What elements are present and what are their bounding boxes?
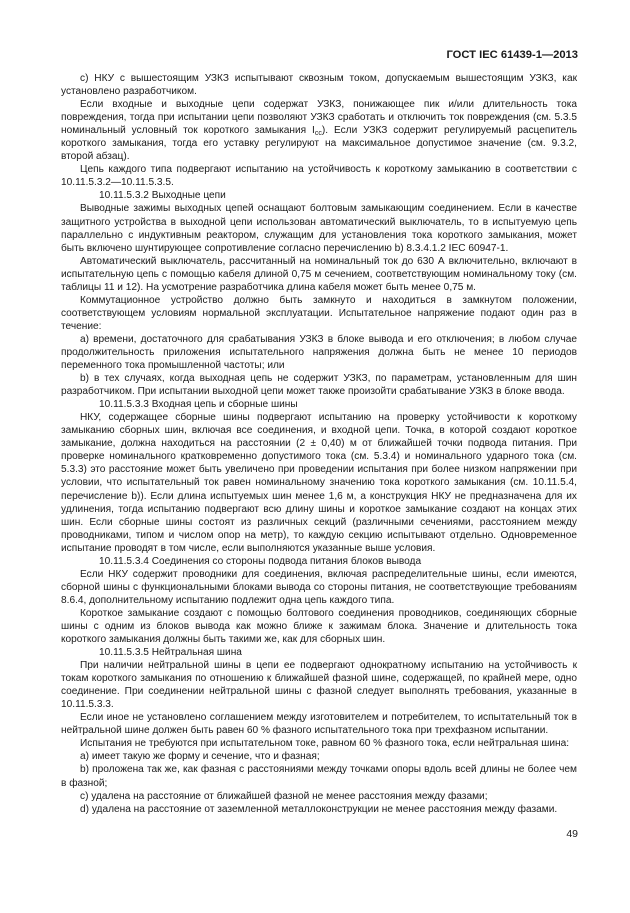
page-number: 49 xyxy=(566,828,578,840)
section-heading-incoming-busbars: 10.11.5.3.3 Входная цепь и сборные шины xyxy=(99,399,298,411)
paragraph-circuit-breaker-630a: Автоматический выключатель, рассчитанный на номинальный ток до 630 А включительно, включают в испытательную цепь с помощью кабеля длиной 0,75 м сечением, соответствующим номинальному току (см. таблицы 11 и 12). На усмотрение разработчика длина кабеля может быть менее 0,75 м. xyxy=(61,255,577,293)
list-item-b: b) в тех случаях, когда выходная цепь не содержит УЗКЗ, по параметрам, установленным для шин разработчиком. При испытании выходной цепи может также произойти срабатывание УЗКЗ в блоке ввода. xyxy=(61,373,577,398)
text-run: ). Если УЗКЗ содержит регулируемый расцепитель короткого замыкания, тогда его уставку регулируют на максимальное допустимое значение (см. 9.3.2, второй абзац). xyxy=(61,125,577,163)
list-item-b-laid: b) проложена так же, как фазная с расстояниями между точками опоры вдоль всей длины не более чем в фазной; xyxy=(61,764,577,789)
paragraph-switching-device: Коммутационное устройство должно быть замкнуто и находиться в замкнутом положении, соответствующем условиям нормальной эксплуатации. Испытательное напряжение подают один раз в течение: xyxy=(61,294,577,332)
section-heading-outgoing-circuits: 10.11.5.3.2 Выходные цепи xyxy=(99,190,226,202)
section-heading-neutral-bar: 10.11.5.3.5 Нейтральная шина xyxy=(99,647,242,659)
paragraph-busbar-test: НКУ, содержащее сборные шины подвергают испытанию на проверку устойчивости к короткому замыканию сборных шин, включая все соединения, и входной цепи. Точка, в которой создают короткое замыкание, должна находиться на расстоянии (2 ± 0,40) м от ближайшей точки подвода питания. При проверке номинального кратковременно допустимого тока (см. 5.3.4) и номинального ударного тока (см. 5.3.3) это расстояние может быть увеличено при проведении испытания при более низком напряжении при условии, что испытательный ток равен номинальному значению тока короткого замыкания (см. 10.11.5.4, перечисление b)). Если длина испытуемых шин менее 1,6 м, а конструкция НКУ не предназначена для их удлинения, тогда испытанию подвергают всю длину шины и короткое замыкание создают на концах этих шин. Если сборные шины состоят из различных секций (различными сечениями, расстоянием между проводниками, типом и числом опор на метр), то каждую секцию испытывают отдельно. Одновременное испытание проводят в том числе, если выполняются указанные выше условия. xyxy=(61,412,577,554)
list-item-c-distance: с) удалена на расстояние от ближайшей фазной не менее расстояния между фазами; xyxy=(80,790,488,802)
paragraph-conductors-connection: Если НКУ содержит проводники для соединения, включая распределительные шины, если имеются, сборной шины с функциональными блоками вывода со стороны питания, не соответствующие требованиям 8.6.4, дополнительному испытанию подлежит одна цепь каждого типа. xyxy=(61,568,577,606)
paragraph-short-circuit-bolted: Короткое замыкание создают с помощью болтового соединения проводников, соединяющих сборные шины с одним из блоков вывода как можно ближе к зажимам блока. Значение и длительность тока короткого замыкания должны быть такими же, как для сборных шин. xyxy=(61,607,577,646)
list-item-a-shape: а) имеет такую же форму и сечение, что и фазная; xyxy=(80,751,320,763)
document-body xyxy=(61,72,577,816)
standard-header: ГОСТ IEC 61439-1—2013 xyxy=(446,49,578,61)
section-heading-supply-side-connections: 10.11.5.3.4 Соединения со стороны подвода питания блоков вывода xyxy=(99,555,422,567)
paragraph-tests-not-required: Испытания не требуются при испытательном токе, равном 60 % фазного тока, если нейтральная шина: xyxy=(80,738,570,750)
text-run: Если входные и выходные цепи содержат УЗКЗ, понижающее пик и/или длительность тока повреждения, тогда при испытании цепи позволяют УЗКЗ сработать и отключить ток повреждения (см. 5.3.5 номинальный условный ток короткого замыкания I xyxy=(61,99,577,137)
paragraph-input-output-scpd xyxy=(61,98,577,163)
paragraph-neutral-bar-test: При наличии нейтральной шины в цепи ее подвергают однократному испытанию на устойчивость к токам короткого замыкания по отношению к ближайшей фазной шине, содержащей, по крайней мере, одно соединение. При соединении нейтральной шины с фазной следует выполнять требования, указанные в 10.11.5.3.3. xyxy=(61,660,577,711)
paragraph-each-circuit-type: Цепь каждого типа подвергают испытанию на устойчивость к короткому замыканию в соответствии с 10.11.5.3.2—10.11.5.3.5. xyxy=(61,164,577,189)
subscript-cc: cc xyxy=(314,130,322,138)
list-item-d-earthed: d) удалена на расстояние от заземленной металлоконструкции не менее расстояния между фазами. xyxy=(80,803,558,815)
list-item-a: а) времени, достаточного для срабатывания УЗКЗ в блоке вывода и его отключения; в любом случае продолжительность приложения испытательного напряжения должна быть не менее 10 периодов переменного тока промышленной частоты; или xyxy=(61,333,577,372)
paragraph-c-clause: с) НКУ с вышестоящим УЗКЗ испытывают сквозным током, допускаемым вышестоящим УЗКЗ, как установлено разработчиком. xyxy=(61,73,577,98)
paragraph-outgoing-terminals: Выводные зажимы выходных цепей оснащают болтовым замыкающим соединением. Если в качестве защитного устройства в выходной цепи использован автоматический выключатель, то в испытуемую цепь параллельно с индуктивным реактором, служащим для установления тока короткого замыкания, может быть включено шунтирующее сопротивление согласно перечислению b) 8.3.4.1.2 IEC 60947-1. xyxy=(61,203,577,254)
paragraph-neutral-current-60: Если иное не установлено соглашением между изготовителем и потребителем, то испытательный ток в нейтральной шине должен быть равен 60 % фазного испытательного тока при трехфазном испытании. xyxy=(61,712,577,737)
